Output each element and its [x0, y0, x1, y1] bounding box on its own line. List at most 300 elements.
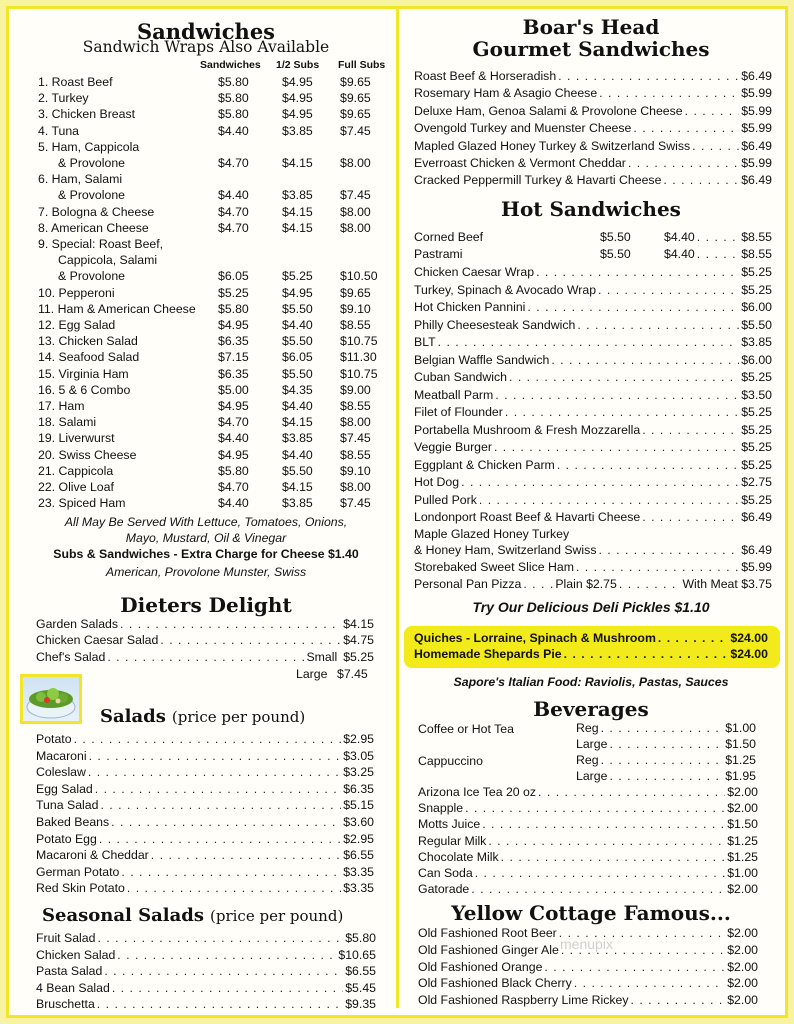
sandwich-price: $5.50: [282, 334, 313, 349]
salad-item: [36, 864, 374, 880]
sandwich-price: $4.95: [282, 107, 313, 122]
salad-item: [36, 831, 374, 847]
sandwich-item-label: 9. Special: Roast Beef,: [38, 237, 164, 251]
sandwich-price: $4.40: [218, 431, 249, 446]
leader-dots: [475, 865, 726, 881]
item-price: $1.95: [725, 769, 756, 783]
item-label: Tuna Salad: [36, 798, 99, 813]
sandwich-item-label: 1. Roast Beef: [38, 75, 113, 89]
item-label: Homemade Shepards Pie: [414, 647, 562, 661]
leader-dots: [601, 720, 724, 736]
item-label: Portabella Mushroom & Fresh Mozzarella: [414, 422, 641, 437]
beverage-item: [418, 865, 758, 881]
leader-dots: [107, 649, 304, 665]
column-header: 1/2 Subs: [276, 59, 320, 71]
item-label: Red Skin Potato: [36, 881, 125, 896]
sandwich-price: $8.00: [340, 415, 371, 430]
item-price: $6.00: [741, 300, 772, 314]
item-price: $1.25: [727, 849, 758, 864]
beverage-label: Coffee or Hot Tea: [418, 722, 514, 736]
sandwich-item-label: 14. Seafood Salad: [38, 350, 140, 365]
pickles-note: Try Our Delicious Deli Pickles $1.10: [472, 599, 710, 615]
serving-note: Mayo, Mustard, Oil & Vinegar: [125, 531, 287, 545]
dieters-item: [36, 649, 374, 665]
italian-food-note: Sapore's Italian Food: Raviolis, Pastas, Sauces: [453, 675, 729, 689]
yellow-cottage-title: Yellow Cottage Famous...: [451, 901, 731, 925]
leader-dots: [100, 797, 341, 813]
sandwich-item-label: 16. 5 & 6 Combo: [38, 382, 131, 397]
item-label: Chef's Salad: [36, 650, 106, 664]
leader-dots: [599, 85, 739, 101]
item-label: Motts Juice: [418, 817, 481, 832]
hot-price: $5.50: [600, 246, 631, 261]
item-label: Reg: [576, 721, 599, 735]
item-label: Reg: [576, 753, 599, 767]
item-price: $4.15: [343, 617, 374, 631]
item-price: $5.50: [741, 317, 772, 332]
sandwich-price: $8.55: [340, 447, 371, 462]
sandwich-price: $5.25: [282, 269, 313, 284]
sandwich-price: $9.65: [340, 91, 371, 106]
item-price: $9.35: [345, 997, 376, 1012]
item-label: Philly Cheesesteak Sandwich: [414, 317, 576, 332]
hot-item: [414, 542, 772, 558]
sandwich-price: $5.50: [282, 366, 313, 381]
item-label: BLT: [414, 335, 436, 349]
item-price: $6.49: [741, 510, 772, 524]
sandwich-item-label: 7. Bologna & Cheese: [38, 204, 155, 219]
sandwich-price: $9.00: [340, 382, 371, 397]
sandwich-price: $8.55: [340, 399, 371, 413]
sandwich-item-label: 20. Swiss Cheese: [38, 447, 137, 462]
item-price: $4.75: [343, 633, 374, 647]
sandwich-price: $5.80: [218, 301, 249, 316]
item-price: $2.00: [727, 942, 758, 957]
beverage-label: Cappuccino: [418, 754, 483, 768]
sandwich-price: $7.45: [340, 496, 371, 511]
seasonal-title-sub: (price per pound): [210, 907, 344, 925]
item-price: $2.00: [727, 976, 758, 991]
hot-item: [414, 439, 772, 455]
hot-item: [414, 369, 772, 385]
item-label: Belgian Waffle Sandwich: [414, 352, 550, 367]
beverage-size-row: [576, 768, 756, 784]
boars-head-item: [414, 120, 772, 136]
leader-dots: [576, 559, 739, 575]
sandwich-price: $6.05: [218, 269, 249, 284]
sandwich-price: $8.00: [340, 156, 371, 170]
item-price: $24.00: [730, 631, 768, 645]
hot-item: [414, 299, 772, 315]
hot-item: [414, 457, 772, 473]
boars-head-item: [414, 172, 772, 188]
leader-dots: [557, 457, 739, 473]
item-price: $1.25: [727, 833, 758, 848]
salad-item: [36, 797, 374, 813]
sandwich-price: $8.00: [340, 204, 371, 219]
item-price: $5.80: [345, 931, 376, 945]
item-price: $5.25: [741, 370, 772, 384]
sandwich-price: $4.70: [218, 220, 249, 235]
pizza-plain-price: Plain $2.75: [555, 577, 617, 591]
hot-item: [414, 492, 772, 508]
item-label: Quiches - Lorraine, Spinach & Mushroom: [414, 631, 656, 645]
sandwich-item-label: 21. Cappicola: [38, 463, 114, 478]
leader-dots: [564, 646, 729, 662]
sandwich-price: $4.15: [282, 204, 313, 219]
item-price: $5.25: [741, 440, 772, 454]
item-price: $1.00: [725, 721, 756, 735]
sandwich-item-label: 12. Egg Salad: [38, 318, 116, 332]
dieters-price: $7.45: [337, 667, 368, 681]
item-label: Coleslaw: [36, 765, 86, 780]
item-label: Snapple: [418, 801, 464, 816]
shepards-pie-special: [414, 646, 768, 662]
hot-item-label: Corned Beef: [414, 230, 484, 244]
sandwich-price: $4.95: [282, 75, 313, 89]
sandwich-price: $5.00: [218, 382, 249, 397]
item-price: $5.99: [741, 103, 772, 118]
leader-dots: [495, 387, 739, 403]
boars-head-item: [414, 138, 772, 154]
leader-dots: [88, 764, 341, 780]
leader-dots: [577, 317, 739, 333]
cheese-types: American, Provolone Munster, Swiss: [105, 565, 307, 579]
item-price: $6.49: [741, 69, 772, 83]
item-price: $6.35: [343, 781, 374, 796]
beverage-item: [418, 816, 758, 832]
leader-dots: [642, 509, 739, 525]
leader-dots: [120, 616, 341, 632]
item-label: Chicken Caesar Salad: [36, 633, 159, 647]
leader-dots: [160, 632, 341, 648]
item-price: $5.25: [741, 282, 772, 297]
leader-dots: [523, 576, 553, 592]
beverage-item: [418, 784, 758, 800]
leader-dots: [685, 103, 740, 119]
sandwich-item-label: 15. Virginia Ham: [38, 366, 129, 381]
hot-price-row: [664, 246, 772, 262]
item-label: Baked Beans: [36, 815, 110, 829]
sandwich-item-label: 2. Turkey: [38, 91, 89, 106]
pizza-meat-price: With Meat $3.75: [682, 577, 772, 591]
item-price: $5.25: [741, 492, 772, 507]
leader-dots: [121, 864, 341, 880]
item-price: $2.00: [727, 785, 758, 799]
sandwich-price: $5.80: [218, 463, 249, 478]
item-price: $3.50: [741, 387, 772, 402]
item-price: $1.50: [725, 737, 756, 751]
column-header: Sandwiches: [200, 59, 261, 71]
item-label: Rosemary Ham & Asagio Cheese: [414, 86, 598, 101]
leader-dots: [633, 120, 739, 136]
sandwich-price: $4.15: [282, 220, 313, 235]
leader-dots: [461, 474, 739, 490]
sandwich-price: $4.95: [282, 285, 313, 300]
salads-title: [100, 706, 305, 727]
item-label: Pasta Salad: [36, 964, 103, 979]
hot-price: $8.55: [741, 246, 772, 261]
item-label: Everroast Chicken & Vermont Cheddar: [414, 156, 626, 170]
item-label: Potato Egg: [36, 831, 97, 846]
hot-price: $8.55: [741, 230, 772, 244]
sandwich-price: $4.70: [218, 415, 249, 430]
item-label: Regular Milk: [418, 833, 487, 848]
sandwich-item-label: 10. Pepperoni: [38, 285, 115, 300]
leader-dots: [628, 155, 739, 171]
salad-item: [36, 814, 374, 830]
item-price: $5.25: [741, 457, 772, 472]
item-label: Mapled Glazed Honey Turkey & Switzerland Swiss: [414, 138, 691, 153]
leader-dots: [112, 980, 343, 996]
item-label: Garden Salads: [36, 617, 119, 631]
sandwich-price: $11.30: [340, 350, 377, 365]
item-price: $6.49: [741, 543, 772, 557]
leader-dots: [111, 814, 341, 830]
item-label: Meatball Parm: [414, 387, 494, 402]
sandwich-price: $8.00: [340, 480, 371, 494]
item-label: Cuban Sandwich: [414, 370, 507, 384]
boars-head-item: [414, 103, 772, 119]
boars-head-title: Boar's Head: [522, 15, 660, 39]
leader-dots: [99, 831, 341, 847]
item-label: Gatorade: [418, 882, 470, 897]
sandwich-item-label: 3. Chicken Breast: [38, 107, 136, 122]
hot-price-row: [664, 229, 772, 245]
item-label: Egg Salad: [36, 781, 93, 796]
leader-dots: [501, 849, 726, 865]
item-label: Deluxe Ham, Genoa Salami & Provolone Cheese: [414, 103, 683, 118]
salad-bowl-image: [20, 674, 82, 724]
salads-title-sub: (price per pound): [171, 708, 306, 726]
hot-item: [414, 559, 772, 575]
item-price: $5.25: [741, 422, 772, 437]
sandwich-price: $4.95: [218, 318, 249, 332]
sandwich-price: $5.25: [218, 285, 249, 300]
sandwich-price: $7.45: [340, 431, 371, 446]
item-label: Old Fashioned Orange: [418, 959, 543, 974]
sandwich-price: $4.35: [282, 382, 313, 397]
seasonal-item: [36, 963, 376, 979]
hot-item-label: Maple Glazed Honey Turkey: [414, 527, 570, 541]
leader-dots: [663, 172, 739, 188]
sandwich-price: $5.80: [218, 107, 249, 122]
leader-dots: [558, 68, 739, 84]
yellow-cottage-item: [418, 975, 758, 991]
item-price: $2.00: [727, 993, 758, 1008]
sandwich-item-label: 5. Ham, Cappicola: [38, 139, 140, 154]
item-label: Large: [576, 737, 608, 751]
item-label: Can Soda: [418, 866, 473, 880]
salad-item: [36, 781, 374, 797]
item-label: Macaroni: [36, 748, 87, 763]
item-label: Chicken Caesar Wrap: [414, 265, 535, 279]
leader-dots: [482, 816, 725, 832]
item-label: Old Fashioned Black Cherry: [418, 976, 572, 991]
item-label: Roast Beef & Horseradish: [414, 69, 557, 83]
sandwich-price: $3.85: [282, 431, 313, 446]
leader-dots: [509, 369, 739, 385]
sandwich-item-label: 6. Ham, Salami: [38, 172, 123, 187]
item-price: $5.45: [345, 980, 376, 995]
item-label: Potato: [36, 732, 72, 746]
item-price: $2.00: [727, 882, 758, 897]
sandwich-price: $4.95: [218, 447, 249, 462]
hot-price: $5.50: [600, 230, 631, 244]
sandwich-price: $4.70: [218, 156, 249, 170]
sandwich-price: $4.40: [218, 496, 249, 511]
sandwich-item-label-cont: & Provolone: [58, 188, 125, 203]
seasonal-title-main: Seasonal Salads: [42, 905, 204, 926]
sandwich-item-label: 13. Chicken Salad: [38, 334, 138, 349]
sandwich-price: $10.75: [340, 334, 378, 349]
sandwich-price: $3.85: [282, 496, 313, 511]
item-price: $5.99: [741, 86, 772, 101]
item-price: $6.49: [741, 173, 772, 188]
sandwich-price: $4.15: [282, 415, 313, 430]
sandwich-item-label: 18. Salami: [38, 415, 97, 430]
item-price: $2.75: [741, 475, 772, 489]
sandwich-price: $5.50: [282, 463, 313, 478]
sandwich-price: $4.15: [282, 480, 313, 494]
sandwich-item-label: 23. Spiced Ham: [38, 496, 126, 511]
sandwich-item-label: 17. Ham: [38, 399, 85, 413]
item-label: Turkey, Spinach & Avocado Wrap: [414, 282, 597, 297]
pizza-row: [414, 576, 772, 592]
item-label: Filet of Flounder: [414, 405, 503, 419]
sandwich-price: $10.75: [340, 366, 378, 381]
leader-dots: [97, 930, 343, 946]
leader-dots: [601, 752, 724, 768]
item-price: $5.99: [741, 121, 772, 136]
item-label: Old Fashioned Ginger Ale: [418, 942, 559, 957]
item-label: Londonport Roast Beef & Havarti Cheese: [414, 510, 641, 524]
sandwich-price: $5.80: [218, 75, 249, 89]
item-label: Fruit Salad: [36, 931, 96, 945]
item-price: $5.25: [741, 265, 772, 279]
seasonal-item: [36, 930, 376, 946]
sandwich-price: $4.70: [218, 204, 249, 219]
leader-dots: [544, 959, 725, 975]
seasonal-item: [36, 996, 376, 1012]
hot-item: [414, 317, 772, 333]
item-label: & Honey Ham, Switzerland Swiss: [414, 543, 597, 557]
item-label: Old Fashioned Root Beer: [418, 926, 557, 940]
sandwich-price: $9.65: [340, 285, 371, 300]
beverage-size-row: [576, 736, 756, 752]
seasonal-item: [36, 947, 376, 963]
hot-item: [414, 352, 772, 368]
item-label: Pulled Pork: [414, 492, 477, 507]
item-label: Chicken Salad: [36, 947, 116, 962]
yellow-cottage-item: [418, 992, 758, 1008]
size-label: Small: [306, 650, 338, 664]
item-price: $1.25: [725, 753, 756, 767]
menupix-watermark: menupix: [560, 936, 613, 952]
leader-dots: [631, 992, 726, 1008]
item-label: Personal Pan Pizza: [414, 577, 522, 591]
leader-dots: [692, 138, 739, 154]
hot-item: [414, 264, 772, 280]
item-price: $6.00: [741, 352, 772, 367]
boars-head-subtitle: Gourmet Sandwiches: [472, 37, 710, 61]
sandwich-price: $8.00: [340, 220, 371, 235]
sandwiches-title: Sandwiches: [136, 19, 276, 44]
hot-item: [414, 334, 772, 350]
item-price: $3.25: [343, 765, 374, 780]
leader-dots: [89, 748, 342, 764]
item-price: $3.35: [343, 864, 374, 879]
leader-dots: [505, 404, 739, 420]
item-label: Storebaked Sweet Slice Ham: [414, 560, 574, 574]
item-price: $5.25: [343, 650, 374, 664]
hot-item: [414, 404, 772, 420]
item-label: Eggplant & Chicken Parm: [414, 457, 555, 472]
leader-dots: [551, 352, 739, 368]
item-price: $5.99: [741, 560, 772, 574]
item-label: Large: [576, 769, 608, 783]
sandwich-price: $7.15: [218, 350, 249, 365]
item-label: 4 Bean Salad: [36, 980, 110, 995]
item-price: $6.55: [345, 964, 376, 979]
item-label: Macaroni & Cheddar: [36, 848, 149, 863]
dieters-title: Dieters Delight: [120, 593, 292, 617]
item-price: $24.00: [730, 647, 768, 661]
sandwich-item-label: 19. Liverwurst: [38, 431, 115, 446]
sandwich-price: $6.05: [282, 350, 313, 365]
sandwich-price: $5.80: [218, 91, 249, 106]
dieters-item: [36, 632, 374, 648]
leader-dots: [658, 630, 729, 646]
leader-dots: [465, 800, 725, 816]
item-price: $5.25: [741, 405, 772, 419]
hot-price: $4.40: [664, 246, 695, 261]
sandwich-price: $4.40: [282, 318, 313, 332]
item-price: $2.95: [343, 732, 374, 746]
item-price: $3.85: [741, 335, 772, 349]
sandwich-item-label-cont: & Provolone: [58, 156, 125, 170]
boars-head-item: [414, 68, 772, 84]
item-price: $3.35: [343, 881, 374, 896]
leader-dots: [97, 996, 343, 1012]
sandwich-price: $7.45: [340, 123, 371, 138]
item-label: Cracked Peppermill Turkey & Havarti Cheese: [414, 173, 662, 188]
sandwich-price: $7.45: [340, 188, 371, 203]
hot-item: [414, 509, 772, 525]
item-price: $3.60: [343, 815, 374, 829]
salad-item: [36, 880, 374, 896]
beverage-item: [418, 849, 758, 865]
beverage-size-row: [576, 720, 756, 736]
item-label: Veggie Burger: [414, 440, 492, 454]
column-header: Full Subs: [338, 59, 386, 71]
beverage-item: [418, 800, 758, 816]
sandwich-item-label: 11. Ham & American Cheese: [38, 301, 196, 316]
yellow-cottage-item: [418, 959, 758, 975]
item-price: $2.00: [727, 926, 758, 940]
hot-item-label: Pastrami: [414, 246, 463, 261]
beverage-item: [418, 833, 758, 849]
size-label: Large: [296, 667, 328, 681]
sandwich-price: $5.50: [282, 301, 313, 316]
leader-dots: [598, 542, 739, 558]
leader-dots: [642, 422, 739, 438]
salad-item: [36, 731, 374, 747]
beverages-title: Beverages: [533, 697, 649, 721]
item-price: $2.95: [343, 831, 374, 846]
hot-price: $4.40: [664, 230, 695, 244]
item-label: Bruschetta: [36, 997, 95, 1012]
